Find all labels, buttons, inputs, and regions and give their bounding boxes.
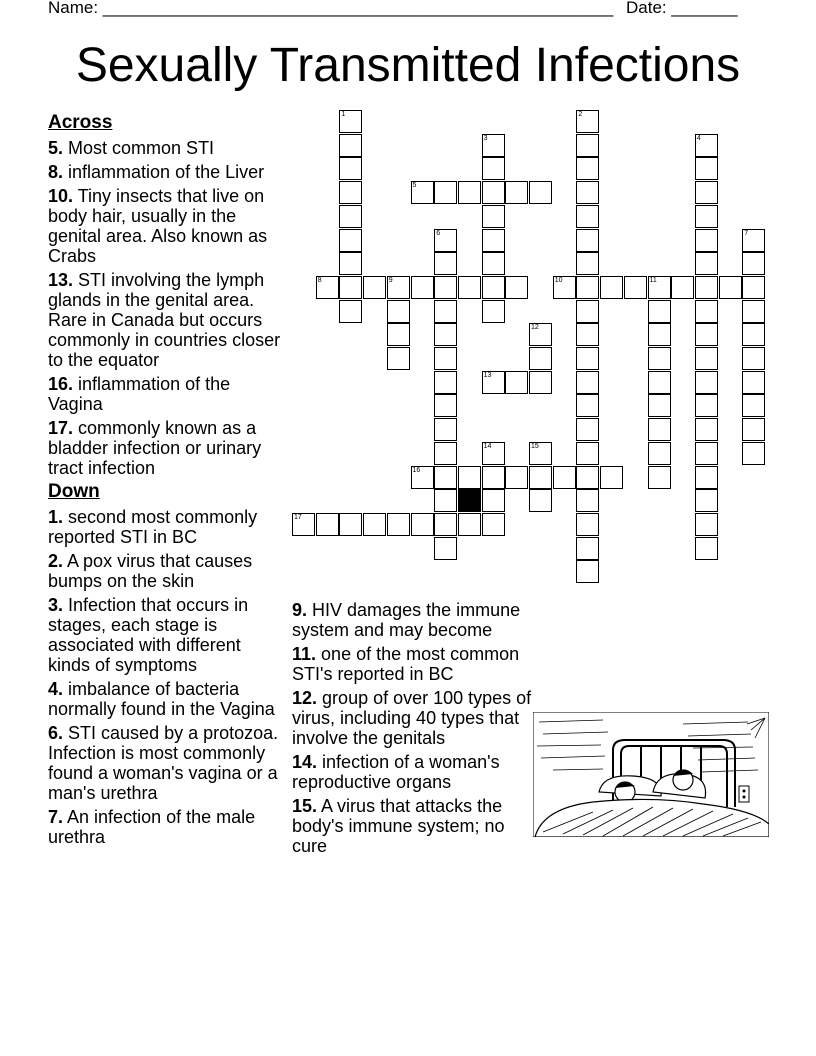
grid-cell[interactable] — [553, 276, 576, 299]
grid-cell[interactable] — [576, 181, 599, 204]
grid-cell[interactable] — [411, 181, 434, 204]
clue-text: STI involving the lymph glands in the genital area. Rare in Canada but occurs commonly in countries closer to the equator — [48, 270, 281, 370]
grid-cell[interactable] — [648, 347, 671, 370]
cell-number: 6 — [436, 229, 441, 237]
grid-cell[interactable] — [576, 252, 599, 275]
grid-cell[interactable] — [576, 489, 599, 512]
grid-cell[interactable] — [316, 513, 339, 536]
grid-cell[interactable] — [576, 276, 599, 299]
grid-cell[interactable] — [339, 205, 362, 228]
grid-cell[interactable] — [576, 442, 599, 465]
grid-cell[interactable] — [505, 371, 528, 394]
grid-cell[interactable] — [742, 229, 765, 252]
grid-cell[interactable] — [576, 323, 599, 346]
grid-cell[interactable] — [529, 489, 552, 512]
grid-cell[interactable] — [339, 300, 362, 323]
grid-cell[interactable] — [719, 276, 742, 299]
grid-cell[interactable] — [576, 347, 599, 370]
cell-number: 16 — [412, 466, 421, 474]
date-field[interactable]: Date: _______ — [626, 0, 738, 17]
cell-number: 3 — [483, 134, 488, 142]
cell-number: 8 — [317, 276, 322, 284]
grid-cell[interactable] — [434, 489, 457, 512]
grid-cell[interactable] — [695, 157, 718, 180]
grid-cell[interactable] — [363, 276, 386, 299]
grid-cell[interactable] — [576, 513, 599, 536]
grid-cell[interactable] — [482, 205, 505, 228]
grid-cell[interactable] — [505, 181, 528, 204]
grid-cell[interactable] — [742, 276, 765, 299]
grid-cell[interactable] — [458, 513, 481, 536]
grid-cell[interactable] — [695, 323, 718, 346]
grid-cell[interactable] — [742, 347, 765, 370]
grid-cell[interactable] — [695, 418, 718, 441]
grid-cell[interactable] — [482, 513, 505, 536]
clue-text: Tiny insects that live on body hair, usually in the genital area. Also known as Crabs — [48, 186, 268, 266]
grid-cell[interactable] — [742, 300, 765, 323]
grid-cell[interactable] — [742, 323, 765, 346]
grid-cell[interactable] — [529, 371, 552, 394]
grid-cell[interactable] — [576, 418, 599, 441]
grid-cell[interactable] — [695, 442, 718, 465]
grid-cell[interactable] — [576, 229, 599, 252]
clue-text: A virus that attacks the body's immune system; no cure — [292, 796, 505, 856]
grid-cell[interactable] — [482, 489, 505, 512]
grid-cell[interactable] — [482, 134, 505, 157]
grid-cell[interactable] — [695, 513, 718, 536]
grid-cell[interactable] — [434, 276, 457, 299]
clue-number: 7. — [48, 807, 64, 827]
grid-cell[interactable] — [316, 276, 339, 299]
grid-cell[interactable] — [434, 371, 457, 394]
across-heading: Across — [48, 112, 113, 133]
grid-cell[interactable] — [648, 323, 671, 346]
grid-cell[interactable] — [434, 418, 457, 441]
grid-cell[interactable] — [339, 252, 362, 275]
grid-cell[interactable] — [434, 537, 457, 560]
grid-cell[interactable] — [434, 323, 457, 346]
grid-cell[interactable] — [482, 157, 505, 180]
grid-cell[interactable] — [576, 134, 599, 157]
grid-cell[interactable] — [434, 513, 457, 536]
grid-cell[interactable] — [339, 276, 362, 299]
grid-cell[interactable] — [576, 300, 599, 323]
clue-text: inflammation of the Liver — [68, 162, 265, 182]
grid-cell[interactable] — [387, 513, 410, 536]
clue-number: 10. — [48, 186, 74, 206]
grid-cell[interactable] — [482, 276, 505, 299]
page-title: Sexually Transmitted Infections — [75, 39, 741, 92]
grid-cell[interactable] — [482, 442, 505, 465]
grid-cell[interactable] — [482, 181, 505, 204]
cell-number: 2 — [578, 111, 583, 118]
grid-cell[interactable] — [529, 442, 552, 465]
clue-number: 8. — [48, 162, 64, 182]
grid-cell[interactable] — [411, 276, 434, 299]
clue-number: 9. — [292, 600, 308, 620]
clue-number: 2. — [48, 551, 64, 571]
grid-cell[interactable] — [742, 442, 765, 465]
clue-text: A pox virus that causes bumps on the skin — [48, 551, 253, 591]
grid-cell[interactable] — [576, 560, 599, 583]
grid-cell[interactable] — [458, 466, 481, 489]
grid-cell[interactable] — [292, 513, 315, 536]
grid-cell[interactable] — [482, 252, 505, 275]
grid-cell[interactable] — [576, 537, 599, 560]
grid-black-cell — [458, 489, 481, 512]
grid-cell[interactable] — [434, 181, 457, 204]
grid-cell[interactable] — [458, 181, 481, 204]
grid-cell[interactable] — [363, 513, 386, 536]
grid-cell[interactable] — [434, 347, 457, 370]
grid-cell[interactable] — [695, 134, 718, 157]
cell-number: 7 — [744, 229, 749, 237]
name-field[interactable]: Name: ______________________________________________________ — [48, 0, 614, 17]
grid-cell[interactable] — [339, 229, 362, 252]
grid-cell[interactable] — [695, 276, 718, 299]
grid-cell[interactable] — [648, 442, 671, 465]
grid-cell[interactable] — [648, 371, 671, 394]
cell-number: 13 — [483, 371, 492, 379]
clue-number: 15. — [292, 796, 318, 816]
clue-number: 3. — [48, 595, 64, 615]
grid-cell[interactable] — [434, 466, 457, 489]
grid-cell[interactable] — [411, 513, 434, 536]
grid-cell[interactable] — [529, 466, 552, 489]
clue-text: imbalance of bacteria normally found in the Vagina — [48, 679, 275, 719]
grid-cell[interactable] — [695, 205, 718, 228]
cell-number: 17 — [294, 513, 302, 521]
clue-text: HIV damages the immune system and may become — [292, 600, 521, 640]
grid-cell[interactable] — [576, 371, 599, 394]
grid-cell[interactable] — [624, 276, 647, 299]
grid-cell[interactable] — [387, 323, 410, 346]
grid-cell[interactable] — [576, 394, 599, 417]
grid-cell[interactable] — [553, 466, 576, 489]
grid-cell[interactable] — [505, 466, 528, 489]
grid-cell[interactable] — [576, 157, 599, 180]
grid-cell[interactable] — [339, 134, 362, 157]
clue-number: 17. — [48, 418, 74, 438]
grid-cell[interactable] — [576, 110, 599, 133]
grid-cell[interactable] — [339, 110, 362, 133]
hospital-bed-illustration — [533, 712, 769, 837]
cell-number: 10 — [554, 276, 563, 284]
clue-text: infection of a woman's reproductive organs — [292, 752, 500, 792]
grid-cell[interactable] — [411, 466, 434, 489]
grid-cell[interactable] — [695, 252, 718, 275]
clue-number: 13. — [48, 270, 74, 290]
clue-text: second most commonly reported STI in BC — [48, 507, 258, 547]
grid-cell[interactable] — [600, 466, 623, 489]
grid-cell[interactable] — [695, 394, 718, 417]
grid-cell[interactable] — [695, 181, 718, 204]
grid-cell[interactable] — [529, 347, 552, 370]
grid-cell[interactable] — [576, 466, 599, 489]
grid-cell[interactable] — [671, 276, 694, 299]
grid-cell[interactable] — [387, 276, 410, 299]
clue-text: Infection that occurs in stages, each stage is associated with different kinds of symptoms — [48, 595, 249, 675]
grid-cell[interactable] — [742, 252, 765, 275]
grid-cell[interactable] — [648, 276, 671, 299]
clue-text: commonly known as a bladder infection or urinary tract infection — [48, 418, 262, 478]
grid-cell[interactable] — [600, 276, 623, 299]
clue-text: inflammation of the Vagina — [48, 374, 231, 414]
cell-number: 11 — [649, 276, 657, 284]
clue-text: Most common STI — [68, 138, 215, 158]
grid-cell[interactable] — [695, 466, 718, 489]
grid-cell[interactable] — [742, 371, 765, 394]
grid-cell[interactable] — [695, 300, 718, 323]
clue-number: 1. — [48, 507, 64, 527]
cell-number: 1 — [341, 111, 346, 118]
grid-cell[interactable] — [434, 252, 457, 275]
clue-text: An infection of the male urethra — [48, 807, 256, 847]
clue-number: 16. — [48, 374, 74, 394]
grid-cell[interactable] — [339, 157, 362, 180]
grid-cell[interactable] — [482, 466, 505, 489]
clue-text: one of the most common STI's reported in BC — [292, 644, 520, 684]
grid-cell[interactable] — [482, 300, 505, 323]
grid-cell[interactable] — [529, 181, 552, 204]
clue-number: 5. — [48, 138, 64, 158]
grid-cell[interactable] — [695, 489, 718, 512]
clue-text: group of over 100 types of virus, including 40 types that involve the genitals — [292, 688, 532, 748]
grid-cell[interactable] — [648, 418, 671, 441]
grid-cell[interactable] — [648, 466, 671, 489]
cell-number: 9 — [388, 276, 393, 284]
clue-number: 11. — [292, 644, 317, 664]
grid-cell[interactable] — [529, 323, 552, 346]
grid-cell[interactable] — [576, 205, 599, 228]
grid-cell[interactable] — [742, 394, 765, 417]
cell-number: 5 — [412, 182, 417, 190]
clue-number: 14. — [292, 752, 318, 772]
grid-cell[interactable] — [648, 394, 671, 417]
grid-cell[interactable] — [434, 300, 457, 323]
cell-number: 15 — [531, 442, 539, 450]
grid-cell[interactable] — [339, 513, 362, 536]
grid-cell[interactable] — [434, 229, 457, 252]
clue-text: STI caused by a protozoa. Infection is most commonly found a woman's vagina or a man's urethra — [48, 723, 279, 803]
down-heading: Down — [48, 481, 100, 502]
cell-number: 4 — [696, 134, 701, 142]
grid-cell[interactable] — [434, 394, 457, 417]
grid-cell[interactable] — [482, 229, 505, 252]
grid-cell[interactable] — [695, 371, 718, 394]
cell-number: 12 — [531, 324, 539, 332]
grid-cell[interactable] — [458, 276, 481, 299]
grid-cell[interactable] — [695, 229, 718, 252]
grid-cell[interactable] — [434, 442, 457, 465]
cell-number: 14 — [483, 442, 492, 450]
grid-cell[interactable] — [482, 371, 505, 394]
grid-cell[interactable] — [695, 537, 718, 560]
grid-cell[interactable] — [648, 300, 671, 323]
clue-number: 12. — [292, 688, 318, 708]
clue-number: 4. — [48, 679, 64, 699]
grid-cell[interactable] — [387, 347, 410, 370]
grid-cell[interactable] — [695, 347, 718, 370]
grid-cell[interactable] — [339, 181, 362, 204]
grid-cell[interactable] — [387, 300, 410, 323]
grid-cell[interactable] — [505, 276, 528, 299]
clue-number: 6. — [48, 723, 64, 743]
grid-cell[interactable] — [742, 418, 765, 441]
